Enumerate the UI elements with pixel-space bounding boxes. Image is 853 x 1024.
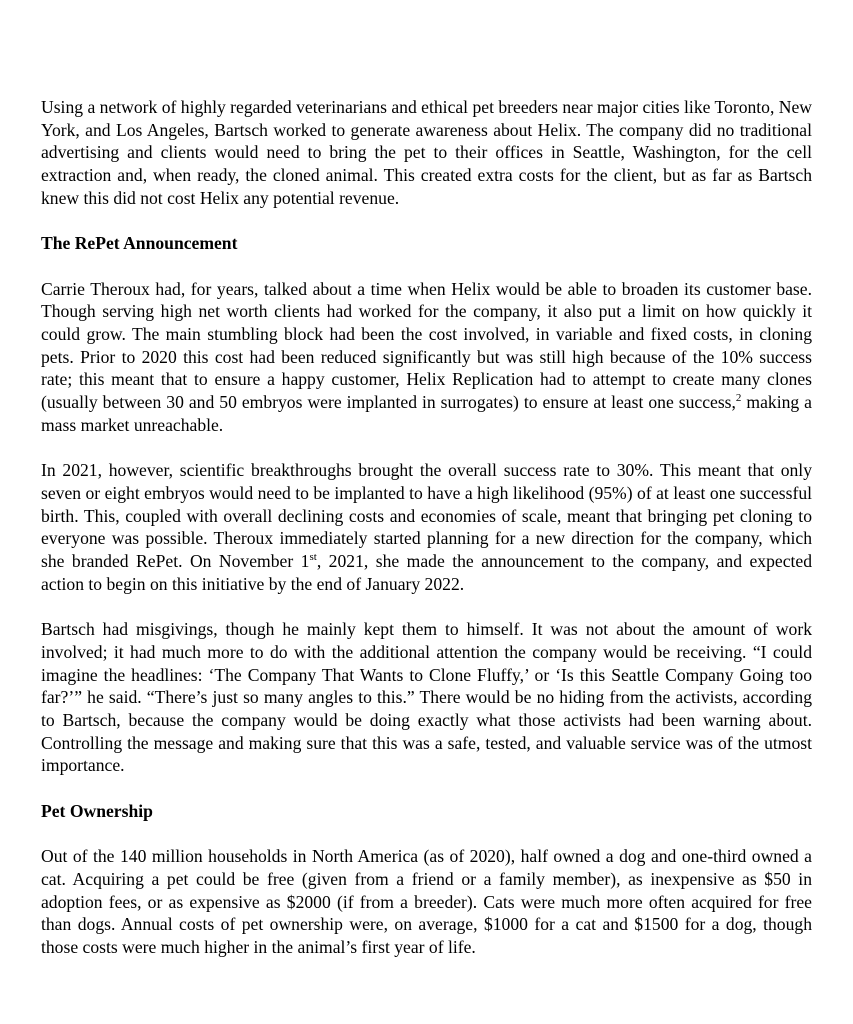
paragraph-awareness: Using a network of highly regarded veterinarians and ethical pet breeders near major cities like Toronto, New York, and Los Angeles, Bartsch worked to generate awareness about Helix. The company did no traditional advertising and clients would need to bring the pet to their offices in Seattle, Washington, for the cell extraction and, when ready, the cloned animal. This created extra costs for the client, but as far as Bartsch knew this did not cost Helix any potential revenue. xyxy=(41,97,812,208)
paragraph-gap xyxy=(41,255,812,278)
paragraph-breakthroughs xyxy=(41,459,812,595)
section-heading-pet-ownership: Pet Ownership xyxy=(41,800,153,821)
paragraph-gap xyxy=(41,822,812,845)
paragraph-text: making a mass market unreachable. xyxy=(41,392,812,435)
paragraph-text: , 2021, she made the announcement to the company, and expected action to begin on this initiative by the end of January 2022. xyxy=(41,551,812,594)
footnote-marker: 2 xyxy=(735,392,742,405)
paragraph-customer-base xyxy=(41,278,812,437)
paragraph-pet-ownership: Out of the 140 million households in North America (as of 2020), half owned a dog and one-third owned a cat. Acquiring a pet could be free (given from a friend or a family member), as inexpensive as $50 in adoption fees, or as expensive as $2000 (if from a breeder). Cats were much more often acquired for free than dogs. Annual costs of pet ownership were, on average, $1000 for a cat and $1500 for a dog, though those costs were much higher in the animal’s first year of life. xyxy=(41,846,812,957)
paragraph-gap xyxy=(41,437,812,460)
paragraph-text: In 2021, however, scientific breakthroughs brought the overall success rate to 30%. This meant that only seven or eight embryos would need to be implanted to have a high likelihood (95%) of at least one successful birth. This, coupled with overall declining costs and economies of scale, meant that bringing pet cloning to everyone was possible. Theroux immediately started planning for a new direction for the company, which she branded RePet. On November 1 xyxy=(41,460,812,572)
paragraph-gap xyxy=(41,777,812,800)
section-heading-repet-announcement: The RePet Announcement xyxy=(41,233,238,254)
document-page xyxy=(41,96,812,959)
paragraph-gap xyxy=(41,210,812,233)
ordinal-suffix: st xyxy=(309,551,317,564)
paragraph-text: Carrie Theroux had, for years, talked about a time when Helix would be able to broaden its customer base. Though serving high net worth clients had worked for the company, it also put a limit on how quickly it could grow. The main stumbling block had been the cost involved, in variable and fixed costs, in cloning pets. Prior to 2020 this cost had been reduced significantly but was still high because of the 10% success rate; this meant that to ensure a happy customer, Helix Replication had to attempt to create many clones (usually between 30 and 50 embryos were implanted in surrogates) to ensure at least one success, xyxy=(41,278,812,413)
paragraph-gap xyxy=(41,595,812,618)
paragraph-misgivings: Bartsch had misgivings, though he mainly kept them to himself. It was not about the amount of work involved; it had much more to do with the additional attention the company would be receiving. “I could imagine the headlines: ‘The Company That Wants to Clone Fluffy,’ or ‘Is this Seattle Company Going too far?’” he said. “There’s just so many angles to this.” There would be no hiding from the activists, according to Bartsch, because the company would be doing exactly what those activists had been warning about. Controlling the message and making sure that this was a safe, tested, and valuable service was of the utmost importance. xyxy=(41,619,812,776)
